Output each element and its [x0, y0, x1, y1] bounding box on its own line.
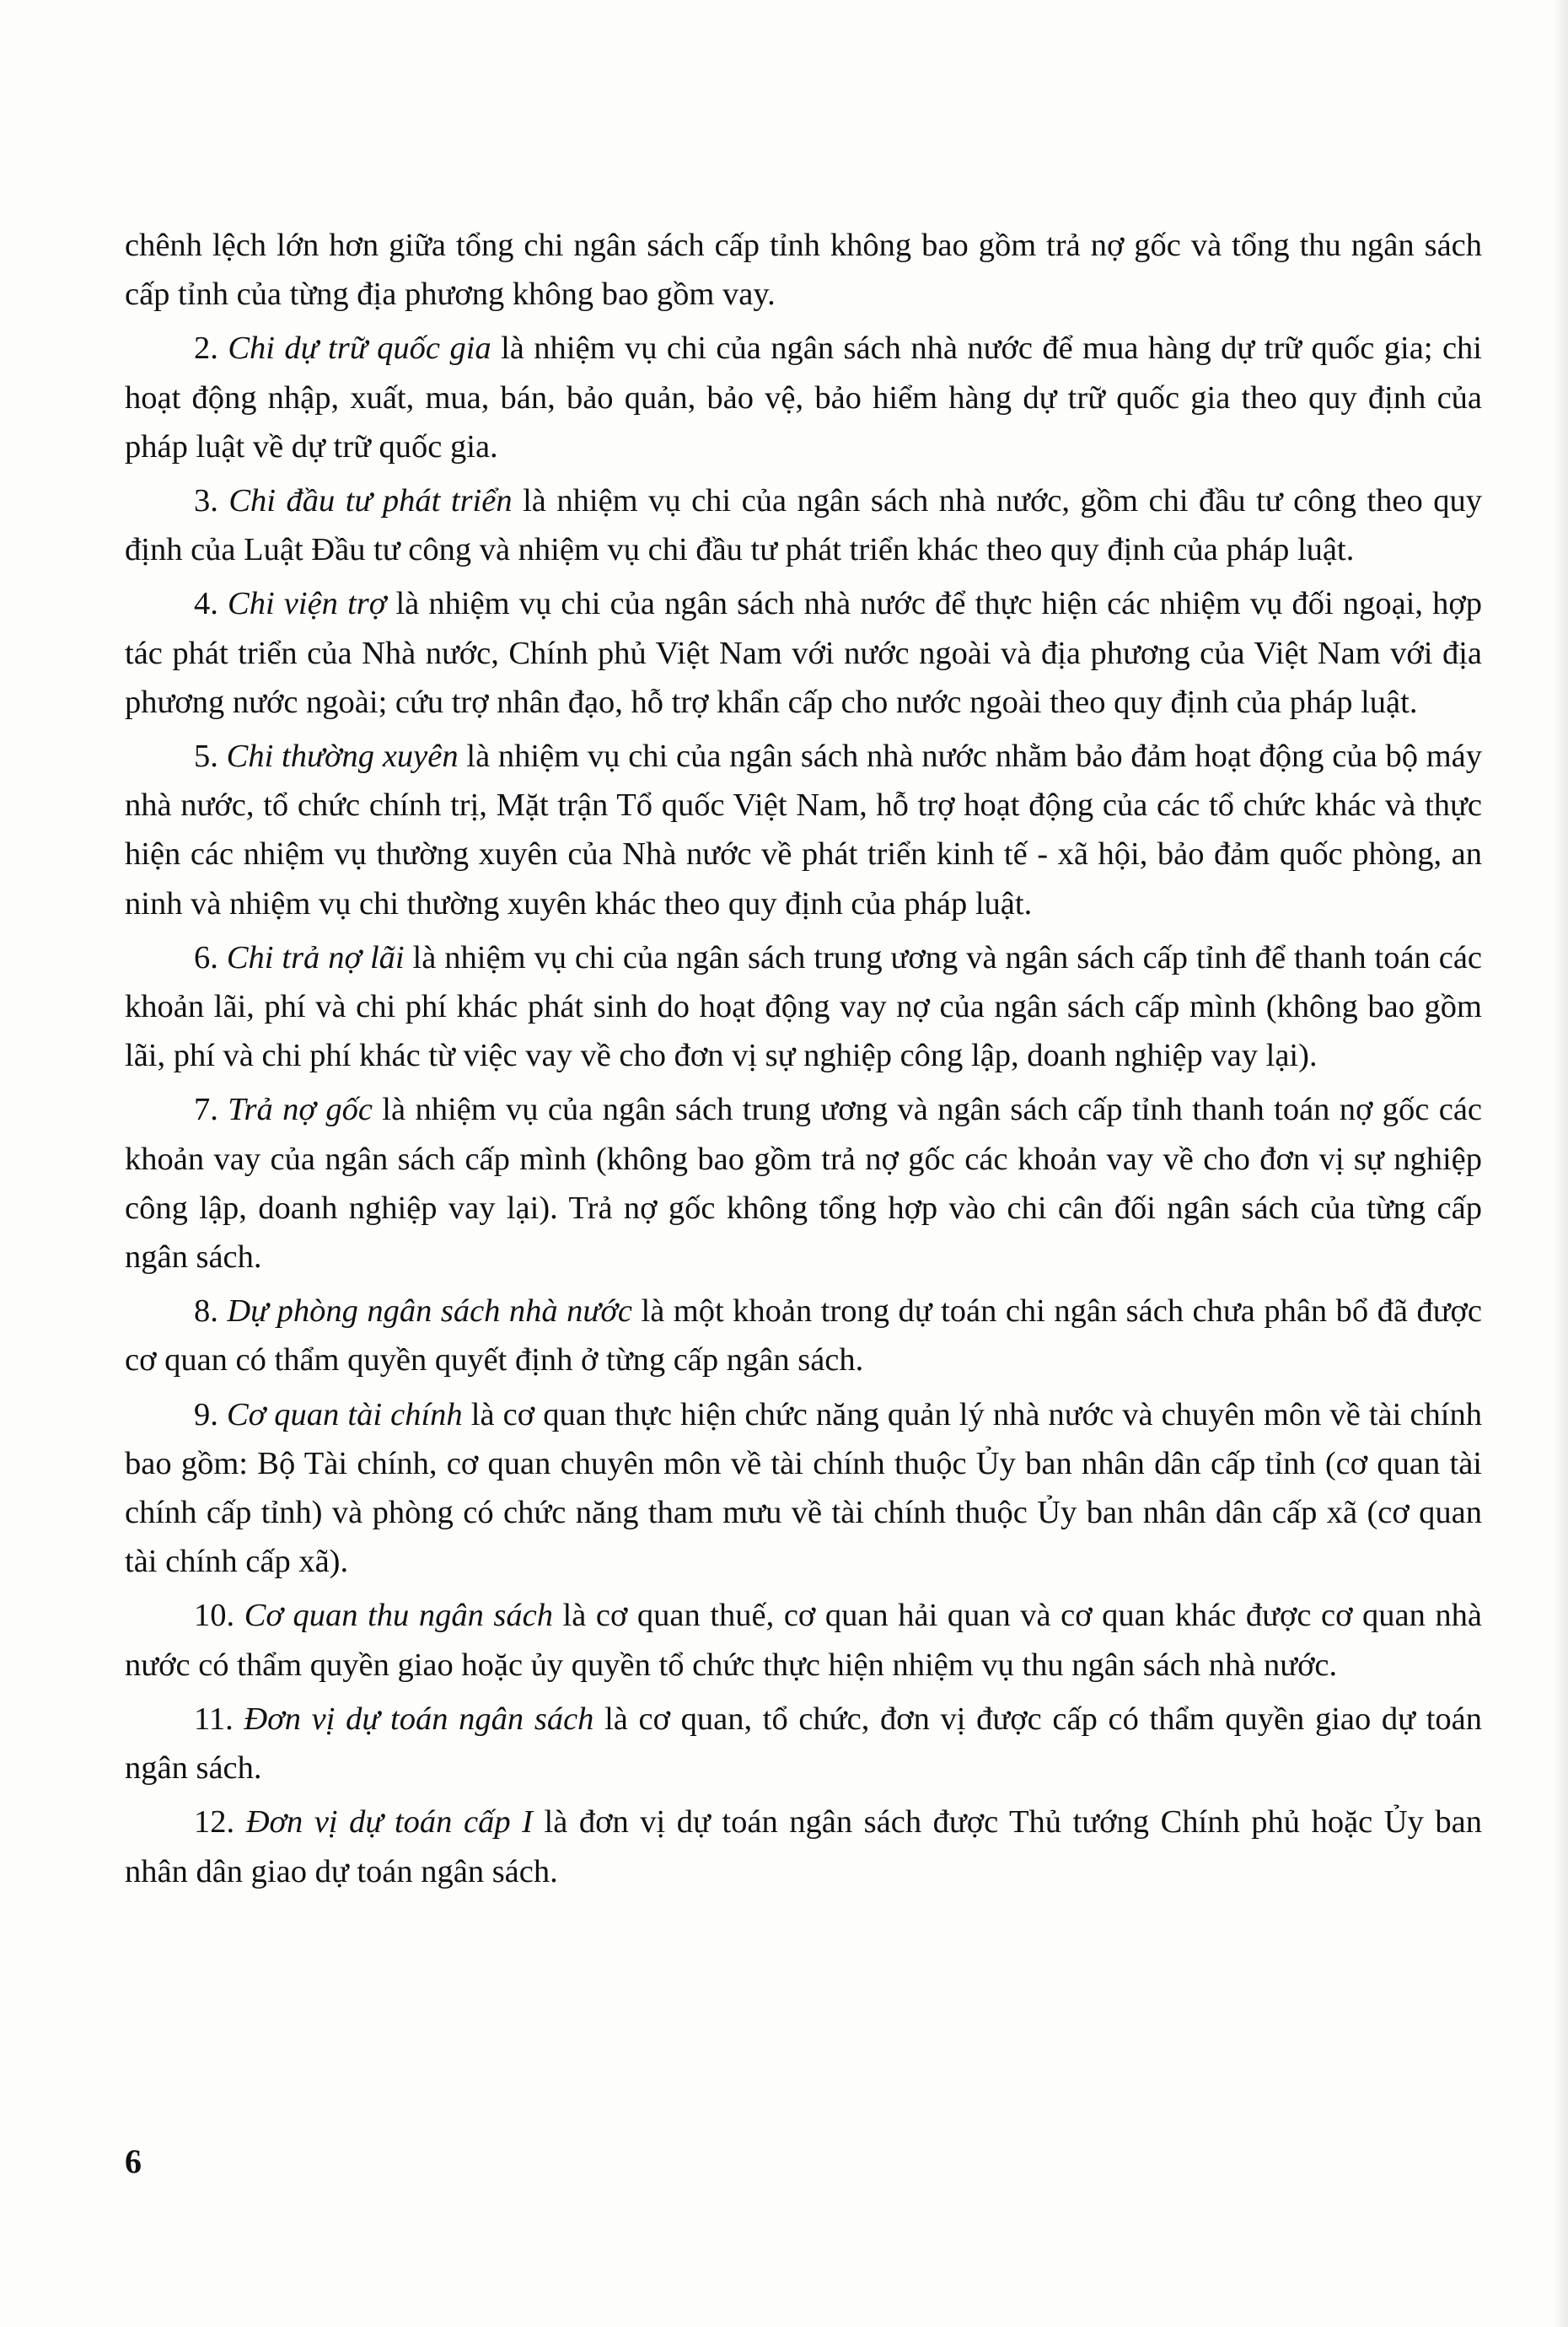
defined-term: Chi đầu tư phát triển: [228, 483, 513, 519]
paragraph-text: là đơn vị dự toán ngân sách được Thủ tướng Chính phủ hoặc Ủy ban nhân dân giao dự toán ngân sách.: [125, 1804, 1482, 1889]
paragraph-number: 2.: [194, 331, 228, 367]
body-text: [125, 221, 1482, 1901]
definition-paragraph: [125, 1085, 1482, 1282]
paragraph-text: là cơ quan, tổ chức, đơn vị được cấp có thẩm quyền giao dự toán ngân sách.: [125, 1701, 1482, 1787]
paragraph-number: 3.: [194, 483, 229, 519]
definition-paragraph: [125, 1287, 1482, 1384]
definition-paragraph: [125, 1798, 1482, 1895]
paragraph-number: 12.: [194, 1804, 246, 1841]
defined-term: Cơ quan thu ngân sách: [244, 1598, 553, 1634]
paragraph-text: chênh lệch lớn hơn giữa tổng chi ngân sách cấp tỉnh không bao gồm trả nợ gốc và tổng thu ngân sách cấp tỉnh của từng địa phương không bao gồm vay.: [125, 228, 1482, 313]
paragraph-text: là cơ quan thuế, cơ quan hải quan và cơ quan khác được cơ quan nhà nước có thẩm quyền giao hoặc ủy quyền tổ chức thực hiện nhiệm vụ thu ngân sách nhà nước.: [125, 1598, 1482, 1683]
page-number: 6: [125, 2142, 142, 2180]
definition-paragraph: [125, 732, 1482, 928]
paragraph-number: 8.: [194, 1293, 228, 1330]
page-edge-shadow: [1553, 0, 1568, 2327]
defined-term: Đơn vị dự toán ngân sách: [244, 1701, 594, 1737]
defined-term: Đơn vị dự toán cấp I: [245, 1804, 533, 1841]
definition-paragraph: [125, 1390, 1482, 1587]
paragraph-continuation: [125, 221, 1482, 319]
definition-paragraph: [125, 1591, 1482, 1689]
paragraph-number: 9.: [194, 1396, 227, 1432]
defined-term: Chi viện trợ: [228, 586, 387, 622]
paragraph-text: là nhiệm vụ chi của ngân sách nhà nước nhằm bảo đảm hoạt động của bộ máy nhà nước, tổ chức chính trị, Mặt trận Tổ quốc Việt Nam, hỗ trợ hoạt động của các tổ chức khác và thực hiện các nhiệm vụ thường xuyên của Nhà nước về phát triển kinh tế - xã hội, bảo đảm quốc phòng, an ninh và nhiệm vụ chi thường xuyên khác theo quy định của pháp luật.: [125, 739, 1483, 922]
paragraph-number: 7.: [194, 1092, 228, 1128]
defined-term: Chi trả nợ lãi: [226, 939, 405, 975]
paragraph-text: là cơ quan thực hiện chức năng quản lý nhà nước và chuyên môn về tài chính bao gồm: Bộ Tài chính, cơ quan chuyên môn về tài chính thuộc Ủy ban nhân dân cấp tỉnh (cơ quan tài chính cấp tỉnh) và phòng có chức năng tham mưu về tài chính thuộc Ủy ban nhân dân cấp xã (cơ quan tài chính cấp xã).: [125, 1396, 1483, 1580]
paragraph-text: là một khoản trong dự toán chi ngân sách chưa phân bổ đã được cơ quan có thẩm quyền quyết định ở từng cấp ngân sách.: [125, 1293, 1483, 1378]
paragraph-text: là nhiệm vụ chi của ngân sách nhà nước để thực hiện các nhiệm vụ đối ngoại, hợp tác phát triển của Nhà nước, Chính phủ Việt Nam với nước ngoài và địa phương của Việt Nam với địa phương nước ngoài; cứu trợ nhân đạo, hỗ trợ khẩn cấp cho nước ngoài theo quy định của pháp luật.: [125, 586, 1482, 720]
paragraph-text: là nhiệm vụ chi của ngân sách trung ương và ngân sách cấp tỉnh để thanh toán các khoản lãi, phí và chi phí khác phát sinh do hoạt động vay nợ của ngân sách cấp mình (không bao gồm lãi, phí và chi phí khác từ việc vay về cho đơn vị sự nghiệp công lập, doanh nghiệp vay lại).: [125, 939, 1483, 1074]
paragraph-number: 11.: [194, 1701, 244, 1737]
paragraph-text: là nhiệm vụ của ngân sách trung ương và ngân sách cấp tỉnh thanh toán nợ gốc các khoản vay của ngân sách cấp mình (không bao gồm trả nợ gốc các khoản vay về cho đơn vị sự nghiệp công lập, doanh nghiệp vay lại). Trả nợ gốc không tổng hợp vào chi cân đối ngân sách của từng cấp ngân sách.: [125, 1092, 1482, 1276]
paragraph-number: 6.: [194, 939, 227, 975]
defined-term: Trả nợ gốc: [228, 1092, 373, 1128]
definition-paragraph: [125, 476, 1482, 574]
paragraph-number: 5.: [194, 739, 227, 775]
definition-paragraph: [125, 933, 1482, 1081]
paragraph-number: 10.: [194, 1598, 244, 1634]
defined-term: Cơ quan tài chính: [226, 1396, 463, 1432]
defined-term: Chi thường xuyên: [226, 739, 459, 775]
definition-paragraph: [125, 579, 1482, 727]
paragraph-text: là nhiệm vụ chi của ngân sách nhà nước, gồm chi đầu tư công theo quy định của Luật Đầu tư công và nhiệm vụ chi đầu tư phát triển khác theo quy định của pháp luật.: [125, 483, 1483, 568]
paragraph-text: là nhiệm vụ chi của ngân sách nhà nước để mua hàng dự trữ quốc gia; chi hoạt động nhập, xuất, mua, bán, bảo quản, bảo vệ, bảo hiểm hàng dự trữ quốc gia theo quy định của pháp luật về dự trữ quốc gia.: [125, 331, 1482, 465]
defined-term: Chi dự trữ quốc gia: [228, 331, 491, 367]
defined-term: Dự phòng ngân sách nhà nước: [227, 1293, 633, 1330]
paragraph-number: 4.: [194, 586, 228, 622]
definition-paragraph: [125, 1695, 1482, 1792]
definition-paragraph: [125, 324, 1482, 471]
